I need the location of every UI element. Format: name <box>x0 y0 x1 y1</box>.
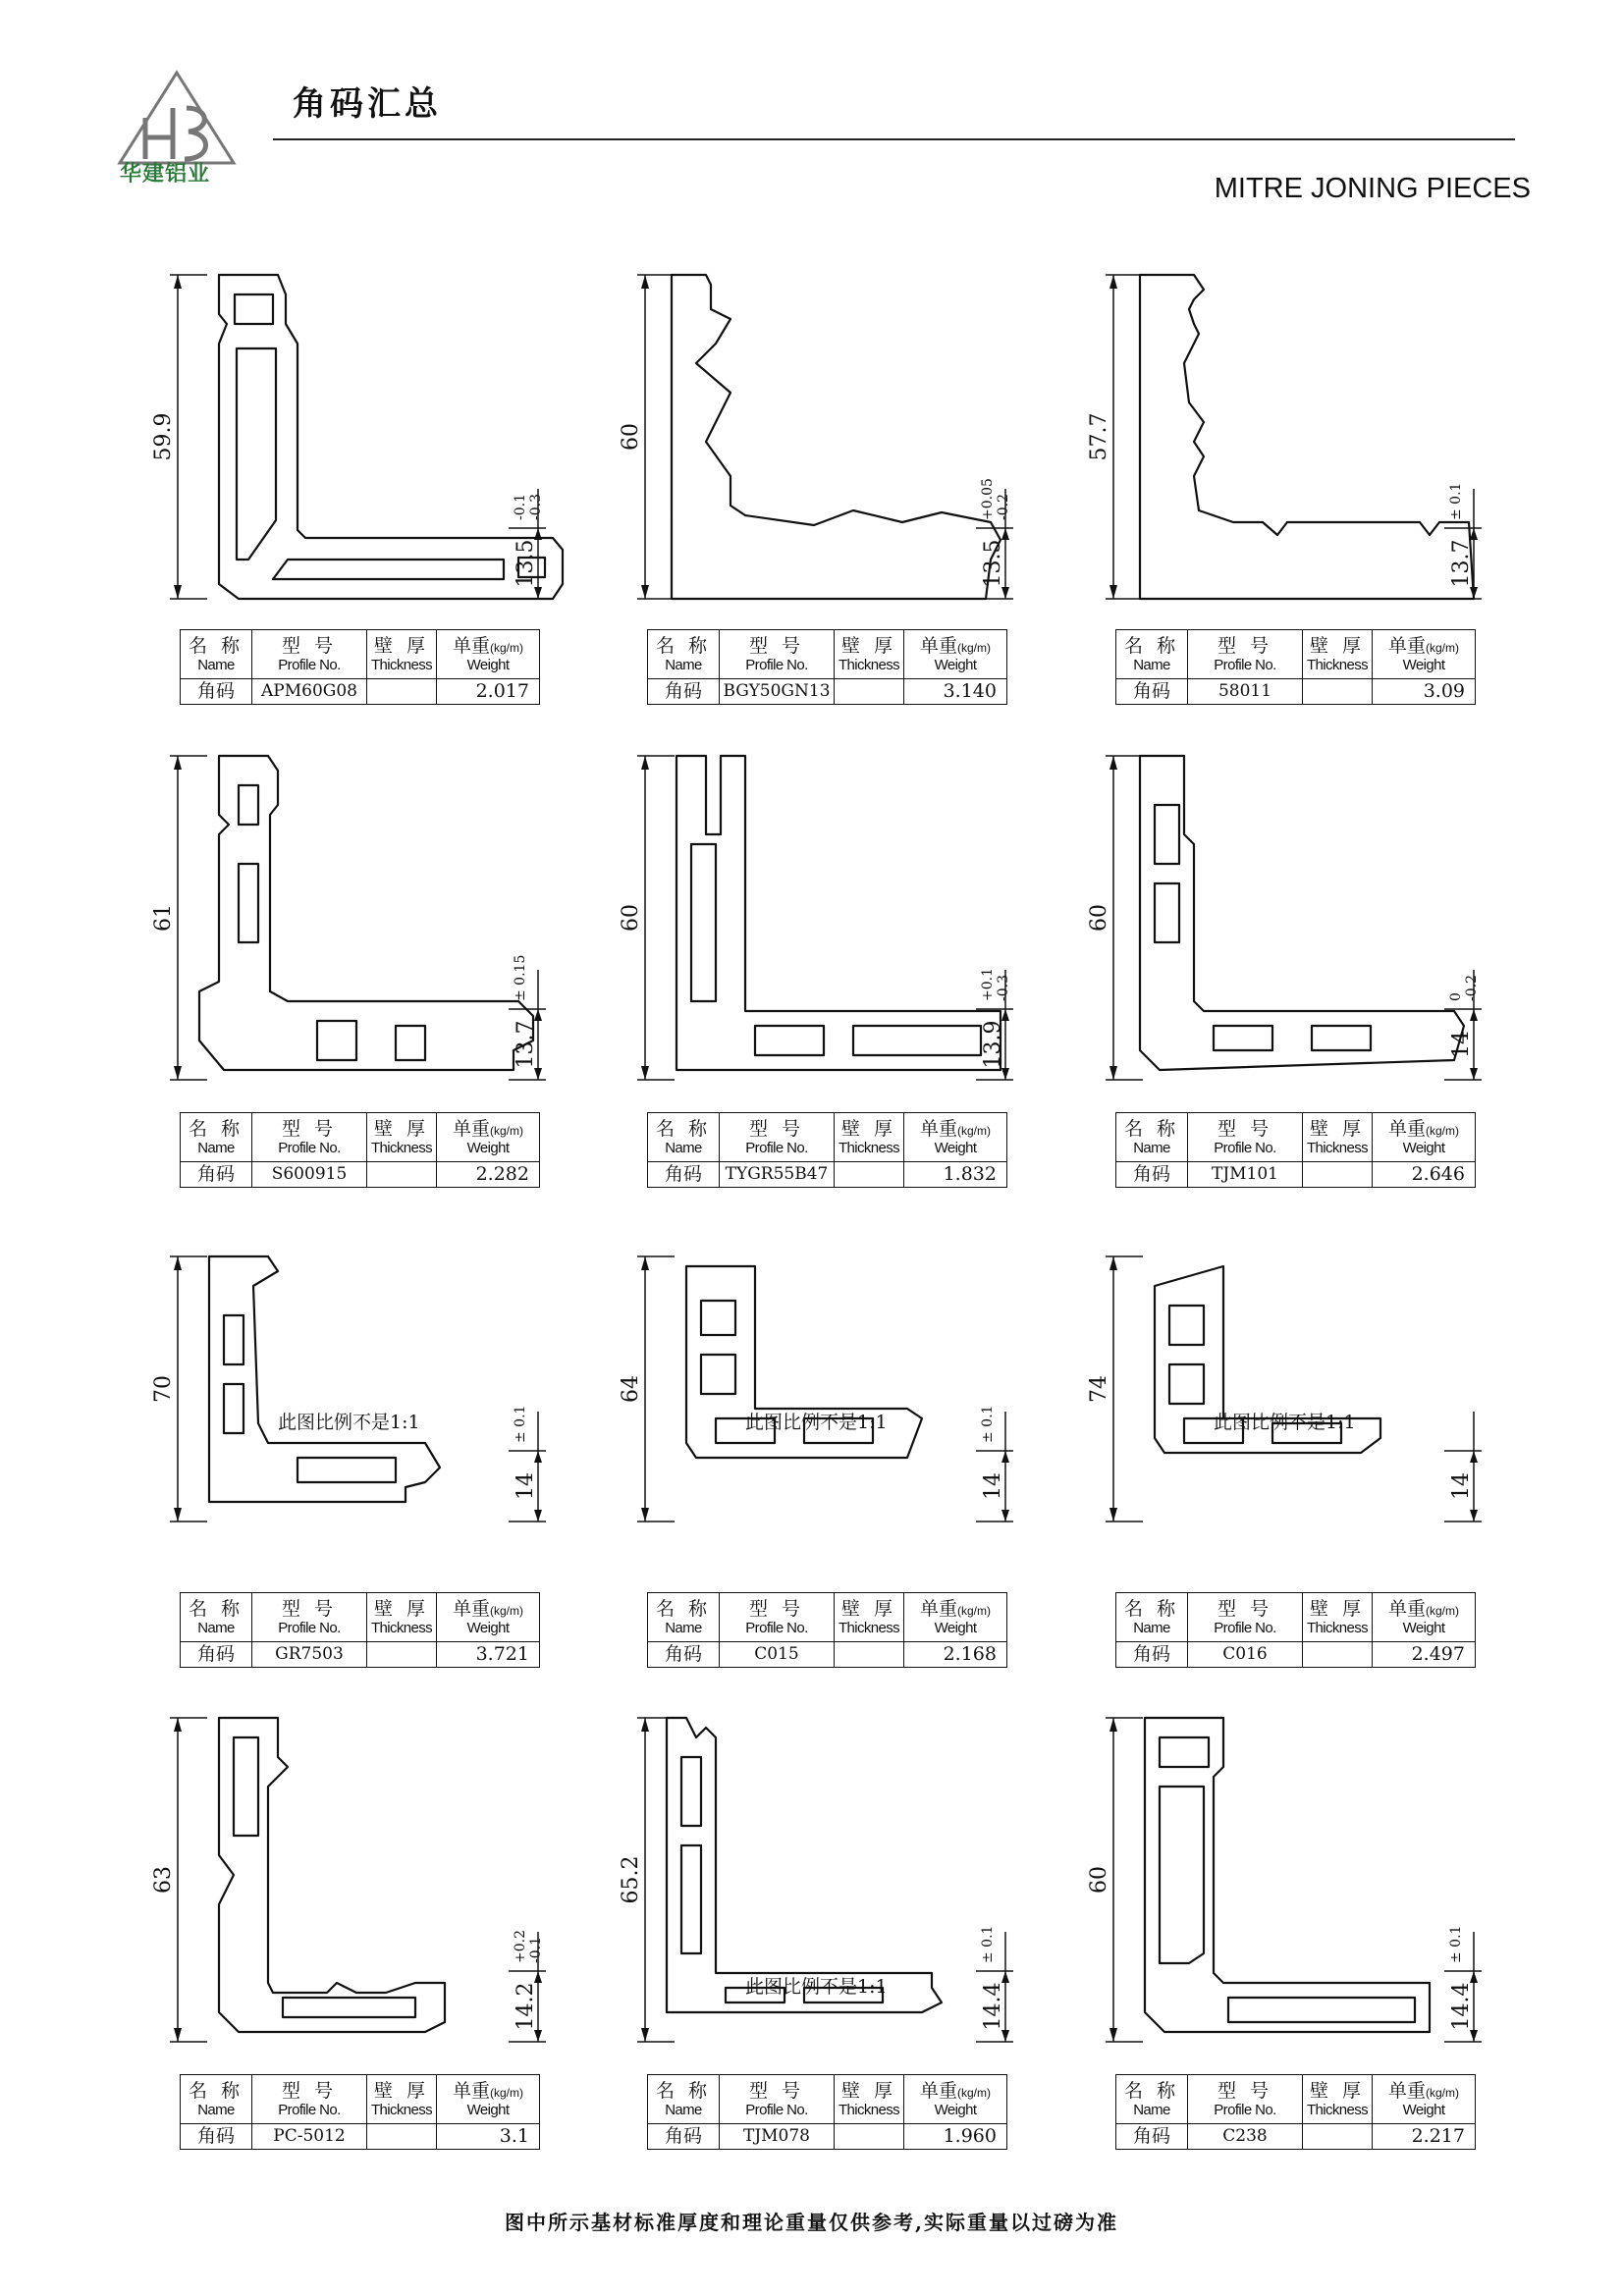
tolerance-upper: +0.2 <box>513 1930 528 1963</box>
item-name: 角码 <box>181 1642 252 1668</box>
profile-outline <box>1145 1718 1430 2032</box>
item-weight: 1.960 <box>904 2124 1007 2150</box>
height-dimension: 64 <box>619 1375 643 1403</box>
spec-table-9: 名 称 Name 型 号 Profile No. 壁 厚 Thickness 单重(kg/m) Weight 角码 C016 2.497 <box>1115 1592 1476 1668</box>
weight-header: 单重(kg/m) <box>452 634 523 657</box>
thickness-header: 壁 厚 <box>1309 1597 1366 1620</box>
leg-dimension: 14 <box>981 1472 1005 1500</box>
name-header: 名 称 <box>1123 1117 1180 1140</box>
height-dimension: 65.2 <box>619 1855 643 1904</box>
name-header: 名 称 <box>655 1117 712 1140</box>
tolerance-upper: -0.1 <box>513 494 528 520</box>
spec-table-7: 名 称 Name 型 号 Profile No. 壁 厚 Thickness 单重(kg/m) Weight 角码 GR7503 3.721 <box>180 1592 540 1668</box>
logo-text: 华建铝业 <box>120 162 211 187</box>
height-dimension: 70 <box>151 1375 176 1403</box>
item-thickness <box>1303 2124 1373 2150</box>
name-header: 名 称 <box>655 2079 712 2102</box>
item-name: 角码 <box>181 679 252 705</box>
item-name: 角码 <box>648 679 720 705</box>
thickness-header: 壁 厚 <box>373 1117 430 1140</box>
thickness-header: 壁 厚 <box>373 1597 430 1620</box>
profile-outline <box>219 1718 445 2032</box>
item-thickness <box>367 1642 437 1668</box>
item-profile: 58011 <box>1188 679 1303 705</box>
leg-dimension: 14.4 <box>1449 1982 1474 2031</box>
item-thickness <box>367 1162 437 1188</box>
weight-header: 单重(kg/m) <box>919 634 991 657</box>
item-thickness <box>1303 1162 1373 1188</box>
item-name: 角码 <box>648 1162 720 1188</box>
height-dimension: 61 <box>151 904 176 932</box>
name-header: 名 称 <box>655 1597 712 1620</box>
profile-header: 型 号 <box>1217 634 1273 657</box>
height-dimension: 74 <box>1087 1375 1111 1403</box>
item-weight: 3.1 <box>437 2124 540 2150</box>
profile-outline <box>672 275 1001 599</box>
spec-table-5: 名 称 Name 型 号 Profile No. 壁 厚 Thickness 单重(kg/m) Weight 角码 TYGR55B47 1.832 <box>647 1112 1007 1188</box>
item-thickness <box>367 2124 437 2150</box>
tolerance-upper: ± 0.1 <box>513 1405 528 1443</box>
tolerance-upper: ± 0.1 <box>980 1925 996 1963</box>
height-dimension: 60 <box>1087 1866 1111 1894</box>
height-dimension: 60 <box>1087 904 1111 932</box>
spec-table-3: 名 称 Name 型 号 Profile No. 壁 厚 Thickness 单重(kg/m) Weight 角码 58011 3.09 <box>1115 629 1476 705</box>
leg-dimension: 14.2 <box>514 1982 538 2031</box>
item-profile: C015 <box>720 1642 835 1668</box>
profile-header: 型 号 <box>281 1117 338 1140</box>
item-weight: 2.168 <box>904 1642 1007 1668</box>
item-weight: 3.140 <box>904 679 1007 705</box>
profile-header: 型 号 <box>748 634 805 657</box>
page-subtitle: MITRE JONING PIECES <box>1214 173 1531 204</box>
name-header: 名 称 <box>1123 634 1180 657</box>
profile-header: 型 号 <box>281 2079 338 2102</box>
name-header: 名 称 <box>188 1597 244 1620</box>
thickness-header: 壁 厚 <box>840 634 897 657</box>
tolerance-upper: ± 0.1 <box>1448 1925 1464 1963</box>
item-profile: S600915 <box>252 1162 367 1188</box>
thickness-header: 壁 厚 <box>1309 634 1366 657</box>
profile-header: 型 号 <box>748 1597 805 1620</box>
item-weight: 3.721 <box>437 1642 540 1668</box>
item-weight: 2.217 <box>1373 2124 1476 2150</box>
item-profile: TJM101 <box>1188 1162 1303 1188</box>
item-name: 角码 <box>1116 1162 1188 1188</box>
leg-dimension: 13.5 <box>514 539 538 588</box>
item-weight: 2.282 <box>437 1162 540 1188</box>
thickness-header: 壁 厚 <box>840 2079 897 2102</box>
scale-note: 此图比例不是1:1 <box>745 1976 888 1998</box>
item-name: 角码 <box>181 2124 252 2150</box>
profile-drawing-1 <box>151 265 553 618</box>
profile-drawing-5 <box>619 746 1020 1099</box>
thickness-header: 壁 厚 <box>373 634 430 657</box>
profile-drawing-3 <box>1087 265 1488 618</box>
profile-outline <box>1140 756 1464 1070</box>
item-thickness <box>835 1162 904 1188</box>
leg-dimension: 14 <box>514 1472 538 1500</box>
profile-drawing-6 <box>1087 746 1488 1099</box>
profile-drawing-11 <box>619 1708 1020 2061</box>
profile-header: 型 号 <box>748 2079 805 2102</box>
tolerance-lower: -0.2 <box>996 494 1011 520</box>
profile-drawing-4 <box>151 746 553 1099</box>
profile-outline <box>1140 275 1474 599</box>
item-profile: TJM078 <box>720 2124 835 2150</box>
profile-drawing-12 <box>1087 1708 1488 2061</box>
height-dimension: 60 <box>619 904 643 932</box>
item-thickness <box>835 2124 904 2150</box>
weight-header: 单重(kg/m) <box>452 1597 523 1620</box>
height-dimension: 63 <box>151 1866 176 1894</box>
weight-header: 单重(kg/m) <box>1387 1117 1459 1140</box>
weight-header: 单重(kg/m) <box>452 1117 523 1140</box>
profile-outline <box>219 275 563 599</box>
thickness-header: 壁 厚 <box>1309 2079 1366 2102</box>
profile-drawing-9 <box>1087 1247 1488 1541</box>
scale-note: 此图比例不是1:1 <box>278 1412 420 1433</box>
item-thickness <box>1303 679 1373 705</box>
leg-dimension: 14 <box>1449 1031 1474 1058</box>
weight-header: 单重(kg/m) <box>1387 634 1459 657</box>
header-divider <box>273 138 1515 140</box>
item-weight: 2.646 <box>1373 1162 1476 1188</box>
tolerance-lower: -0.3 <box>996 975 1011 1001</box>
name-header: 名 称 <box>1123 1597 1180 1620</box>
height-dimension: 60 <box>619 423 643 451</box>
name-header: 名 称 <box>188 1117 244 1140</box>
item-profile: PC-5012 <box>252 2124 367 2150</box>
weight-header: 单重(kg/m) <box>1387 2079 1459 2102</box>
item-name: 角码 <box>181 1162 252 1188</box>
item-profile: GR7503 <box>252 1642 367 1668</box>
profile-outline <box>667 1718 942 2012</box>
profile-header: 型 号 <box>1217 1117 1273 1140</box>
tolerance-lower: -0.2 <box>1464 975 1480 1001</box>
profile-drawing-8 <box>619 1247 1020 1541</box>
weight-header: 单重(kg/m) <box>452 2079 523 2102</box>
item-thickness <box>1303 1642 1373 1668</box>
profile-drawing-7 <box>151 1247 553 1541</box>
profile-outline <box>676 756 1001 1070</box>
item-profile: C016 <box>1188 1642 1303 1668</box>
footer-note: 图中所示基材标准厚度和理论重量仅供参考,实际重量以过磅为准 <box>505 2211 1118 2234</box>
name-header: 名 称 <box>1123 2079 1180 2102</box>
name-header: 名 称 <box>188 2079 244 2102</box>
tolerance-upper: +0.05 <box>980 478 996 520</box>
weight-header: 单重(kg/m) <box>1387 1597 1459 1620</box>
profile-outline <box>199 756 533 1070</box>
weight-header: 单重(kg/m) <box>919 2079 991 2102</box>
item-thickness <box>367 679 437 705</box>
tolerance-lower: -0.1 <box>528 1937 544 1963</box>
weight-header: 单重(kg/m) <box>919 1117 991 1140</box>
spec-table-8: 名 称 Name 型 号 Profile No. 壁 厚 Thickness 单重(kg/m) Weight 角码 C015 2.168 <box>647 1592 1007 1668</box>
spec-table-1: 名 称 Name 型 号 Profile No. 壁 厚 Thickness 单重(kg/m) Weight 角码 APM60G08 2.017 <box>180 629 540 705</box>
thickness-header: 壁 厚 <box>1309 1117 1366 1140</box>
spec-table-6: 名 称 Name 型 号 Profile No. 壁 厚 Thickness 单重(kg/m) Weight 角码 TJM101 2.646 <box>1115 1112 1476 1188</box>
spec-table-12: 名 称 Name 型 号 Profile No. 壁 厚 Thickness 单重(kg/m) Weight 角码 C238 2.217 <box>1115 2074 1476 2150</box>
item-thickness <box>835 1642 904 1668</box>
height-dimension: 59.9 <box>151 412 176 461</box>
weight-header: 单重(kg/m) <box>919 1597 991 1620</box>
height-dimension: 57.7 <box>1087 412 1111 461</box>
name-header: 名 称 <box>188 634 244 657</box>
thickness-header: 壁 厚 <box>373 2079 430 2102</box>
page-title: 角码汇总 <box>293 84 442 124</box>
thickness-header: 壁 厚 <box>840 1597 897 1620</box>
item-profile: BGY50GN13 <box>720 679 835 705</box>
leg-dimension: 13.5 <box>981 539 1005 588</box>
item-name: 角码 <box>648 1642 720 1668</box>
profile-header: 型 号 <box>281 634 338 657</box>
item-name: 角码 <box>1116 1642 1188 1668</box>
leg-dimension: 13.9 <box>981 1020 1005 1069</box>
profile-header: 型 号 <box>281 1597 338 1620</box>
tolerance-upper: ± 0.15 <box>513 954 528 1001</box>
item-name: 角码 <box>1116 2124 1188 2150</box>
spec-table-11: 名 称 Name 型 号 Profile No. 壁 厚 Thickness 单重(kg/m) Weight 角码 TJM078 1.960 <box>647 2074 1007 2150</box>
scale-note: 此图比例不是1:1 <box>1214 1412 1356 1433</box>
name-header: 名 称 <box>655 634 712 657</box>
profile-drawing-2 <box>619 265 1020 618</box>
profile-drawing-10 <box>151 1708 553 2061</box>
tolerance-upper: 0 <box>1448 992 1464 1001</box>
leg-dimension: 13.7 <box>514 1020 538 1069</box>
item-profile: APM60G08 <box>252 679 367 705</box>
tolerance-upper: ± 0.1 <box>980 1405 996 1443</box>
profile-header: 型 号 <box>1217 2079 1273 2102</box>
leg-dimension: 13.7 <box>1449 539 1474 588</box>
spec-table-4: 名 称 Name 型 号 Profile No. 壁 厚 Thickness 单重(kg/m) Weight 角码 S600915 2.282 <box>180 1112 540 1188</box>
item-weight: 2.497 <box>1373 1642 1476 1668</box>
tolerance-upper: ± 0.1 <box>1448 482 1464 520</box>
scale-note: 此图比例不是1:1 <box>745 1412 888 1433</box>
spec-table-10: 名 称 Name 型 号 Profile No. 壁 厚 Thickness 单重(kg/m) Weight 角码 PC-5012 3.1 <box>180 2074 540 2150</box>
profile-header: 型 号 <box>1217 1597 1273 1620</box>
spec-table-2: 名 称 Name 型 号 Profile No. 壁 厚 Thickness 单重(kg/m) Weight 角码 BGY50GN13 3.140 <box>647 629 1007 705</box>
profile-header: 型 号 <box>748 1117 805 1140</box>
item-weight: 2.017 <box>437 679 540 705</box>
item-profile: C238 <box>1188 2124 1303 2150</box>
item-thickness <box>835 679 904 705</box>
tolerance-lower: -0.3 <box>528 494 544 520</box>
item-weight: 1.832 <box>904 1162 1007 1188</box>
profile-outline <box>209 1256 440 1502</box>
tolerance-upper: +0.1 <box>980 968 996 1001</box>
leg-dimension: 14.4 <box>981 1982 1005 2031</box>
item-name: 角码 <box>648 2124 720 2150</box>
item-profile: TYGR55B47 <box>720 1162 835 1188</box>
thickness-header: 壁 厚 <box>840 1117 897 1140</box>
item-name: 角码 <box>1116 679 1188 705</box>
item-weight: 3.09 <box>1373 679 1476 705</box>
leg-dimension: 14 <box>1449 1472 1474 1500</box>
